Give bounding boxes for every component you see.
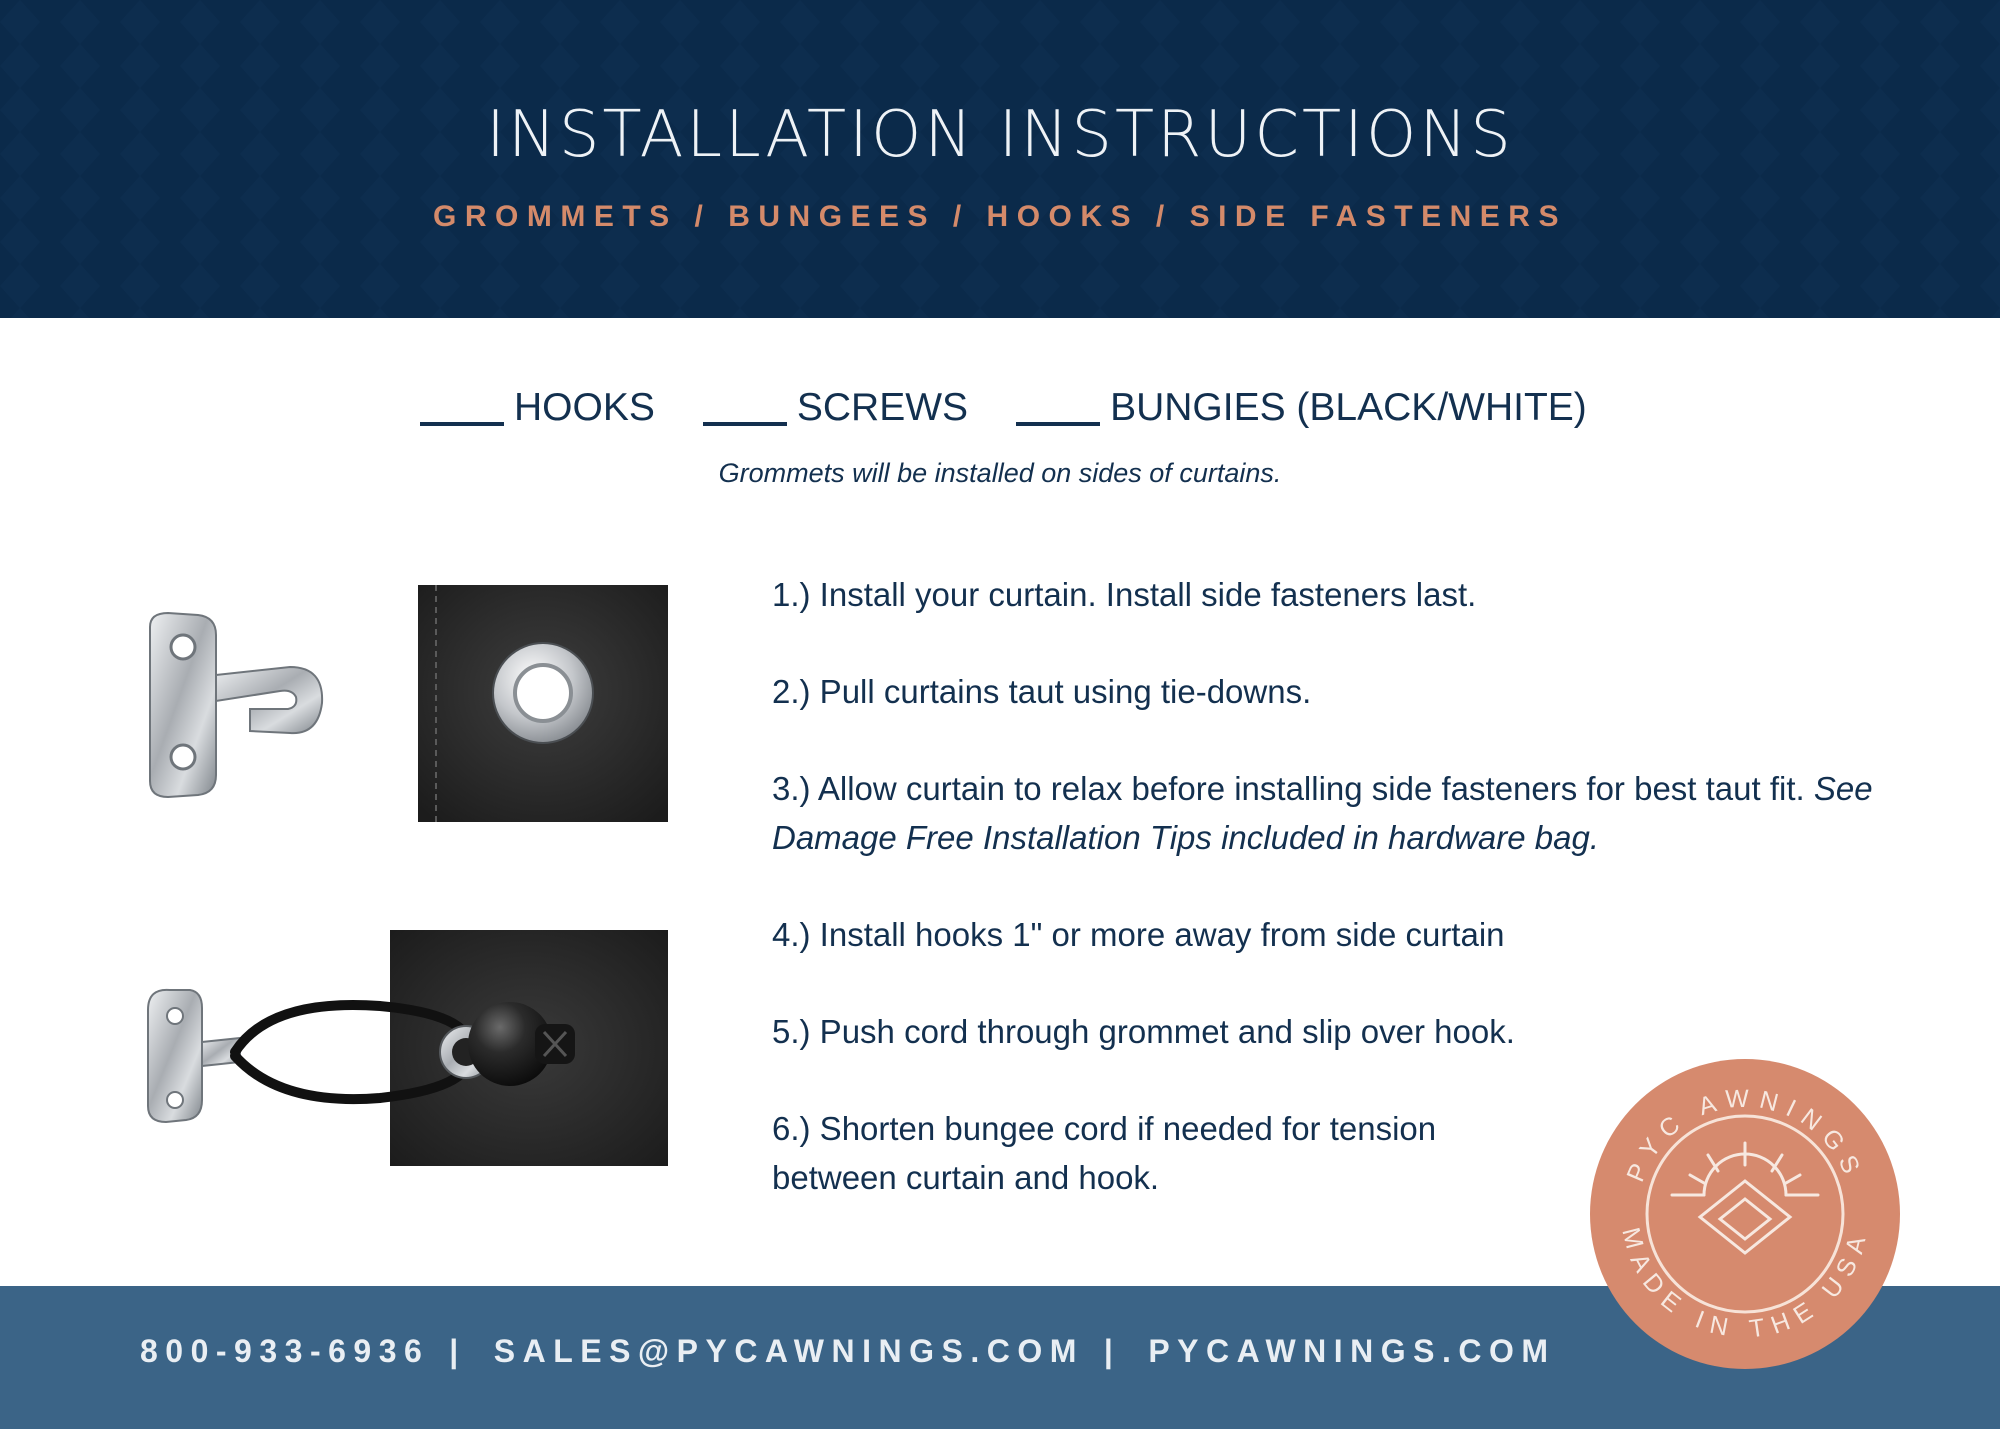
step-3-emphasis: See Damage Free Installation Tips included in hardware bag.	[772, 770, 1873, 856]
step-5: 5.) Push cord through grommet and slip over hook.	[772, 1013, 1515, 1050]
step-3-text: 3.) Allow curtain to relax before installing side fasteners for best taut fit.	[772, 770, 1805, 807]
count-label: BUNGIES (BLACK/WHITE)	[1110, 386, 1587, 429]
count-blank-line	[420, 422, 504, 426]
footer-email[interactable]: SALES@PYCAWNINGS.COM	[493, 1332, 1084, 1369]
grommet-note: Grommets will be installed on sides of curtains.	[718, 458, 1282, 488]
count-blank-line	[1016, 422, 1100, 426]
badge-bottom-textpath: MADE IN THE USA	[1616, 1224, 1874, 1344]
footer-separator: |	[449, 1332, 466, 1369]
count-hooks	[420, 386, 655, 430]
badge-top-textpath: PYC AWNINGS	[1621, 1084, 1869, 1186]
step-3	[772, 764, 1892, 862]
step-4: 4.) Install hooks 1" or more away from side curtain	[772, 916, 1505, 953]
footer-contact	[140, 1331, 1556, 1371]
step-1: 1.) Install your curtain. Install side fasteners last.	[772, 576, 1477, 613]
footer-website[interactable]: PYCAWNINGS.COM	[1148, 1332, 1556, 1369]
page-title: INSTALLATION INSTRUCTIONS	[486, 98, 1514, 172]
page-subtitle: GROMMETS / BUNGEES / HOOKS / SIDE FASTENERS	[433, 200, 1567, 233]
count-blank-line	[703, 422, 787, 426]
hardware-counts	[420, 380, 1635, 430]
hook-bungee-photo	[140, 928, 668, 1168]
count-bungies	[1016, 386, 1587, 430]
footer-separator: |	[1103, 1332, 1121, 1369]
grommet-photo	[418, 585, 668, 822]
count-screws	[703, 386, 968, 430]
hook-photo	[140, 605, 340, 805]
header-banner	[0, 0, 2000, 318]
step-6: 6.) Shorten bungee cord if needed for tension between curtain and hook.	[772, 1110, 1437, 1196]
count-label: HOOKS	[514, 386, 655, 429]
step-2: 2.) Pull curtains taut using tie-downs.	[772, 673, 1312, 710]
footer-phone[interactable]: 800-933-6936	[140, 1332, 430, 1369]
count-label: SCREWS	[796, 386, 969, 429]
made-in-usa-badge	[1586, 1055, 1904, 1373]
